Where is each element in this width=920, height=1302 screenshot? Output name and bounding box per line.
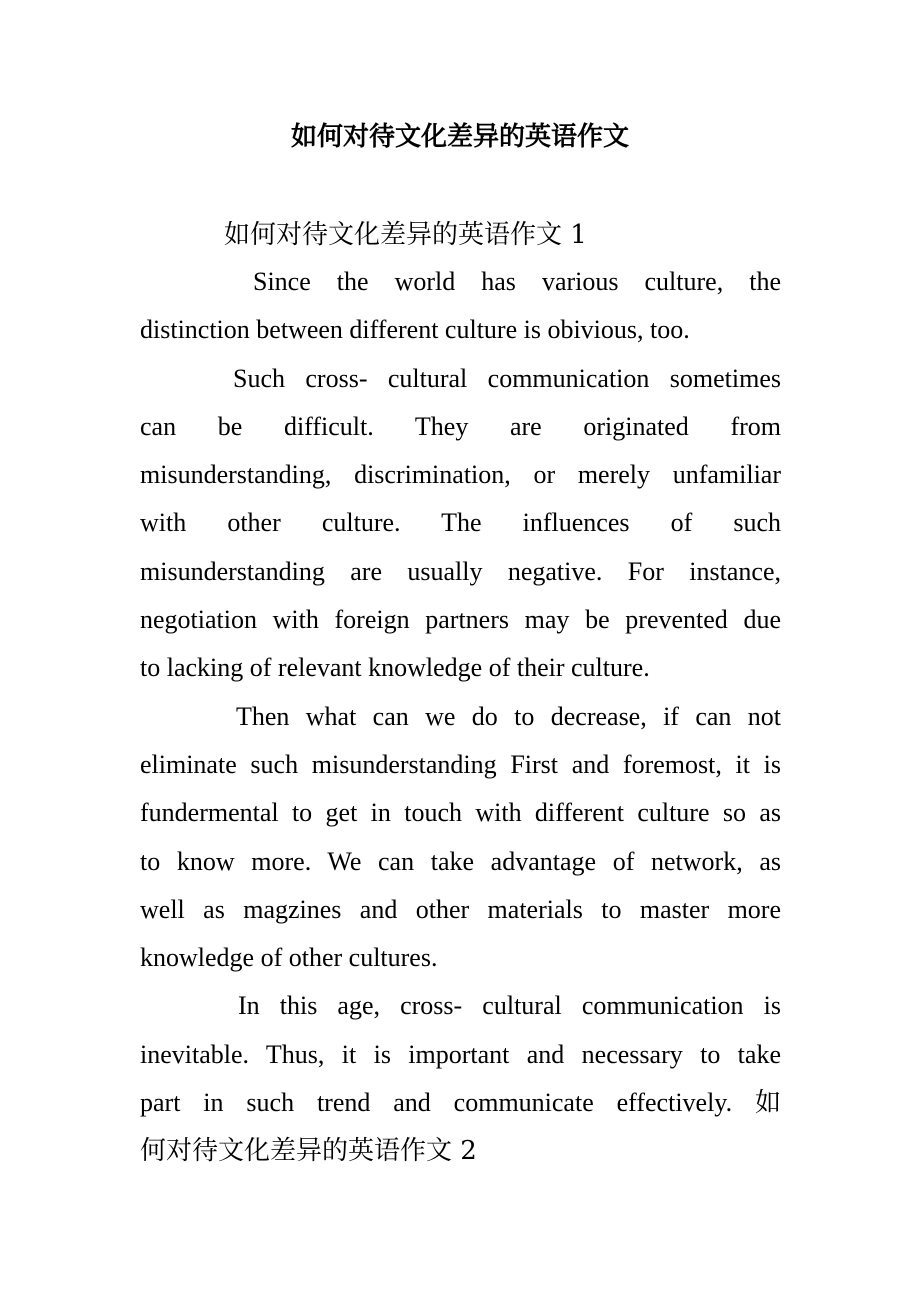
paragraph-line: misunderstanding are usually negative. For instance,: [140, 556, 781, 586]
paragraph-line: negotiation with foreign partners may be prevented due: [140, 605, 781, 635]
paragraph-line: to lacking of relevant knowledge of their culture.: [140, 653, 650, 683]
paragraph: [140, 982, 781, 1175]
document-title: 如何对待文化差异的英语作文: [290, 122, 629, 152]
paragraph-line: Then what can we do to decrease, if can not: [236, 701, 781, 731]
paragraph-line: well as magzines and other materials to master more: [140, 894, 781, 924]
paragraph-line: can be difficult. They are originated from: [140, 411, 781, 441]
section-heading-1: 如何对待文化差异的英语作文 1: [224, 220, 587, 250]
paragraph-line: fundermental to get in touch with different culture so as: [140, 798, 781, 828]
paragraph: [140, 693, 781, 983]
paragraph-line: misunderstanding, discrimination, or merely unfamiliar: [140, 460, 781, 490]
paragraph-line: with other culture. The influences of such: [140, 508, 781, 538]
paragraph-line: distinction between different culture is obivious, too.: [140, 315, 690, 345]
document-body: [140, 258, 781, 1176]
paragraph-line: Such cross- cultural communication sometimes: [233, 363, 781, 393]
paragraph-line: knowledge of other cultures.: [140, 943, 438, 973]
paragraph: [140, 258, 781, 355]
paragraph: [140, 355, 781, 693]
paragraph-line: In this age, cross- cultural communication is: [238, 991, 781, 1021]
paragraph-line: eliminate such misunderstanding First and foremost, it is: [140, 749, 781, 779]
paragraph-line: Since the world has various culture, the: [253, 267, 781, 296]
paragraph-line: inevitable. Thus, it is important and necessary to take: [140, 1039, 781, 1069]
paragraph-line: part in such trend and communicate effectively. 如: [140, 1088, 781, 1118]
paragraph-line: 何对待文化差异的英语作文 2: [140, 1136, 477, 1167]
paragraph-line: to know more. We can take advantage of network, as: [140, 846, 781, 876]
